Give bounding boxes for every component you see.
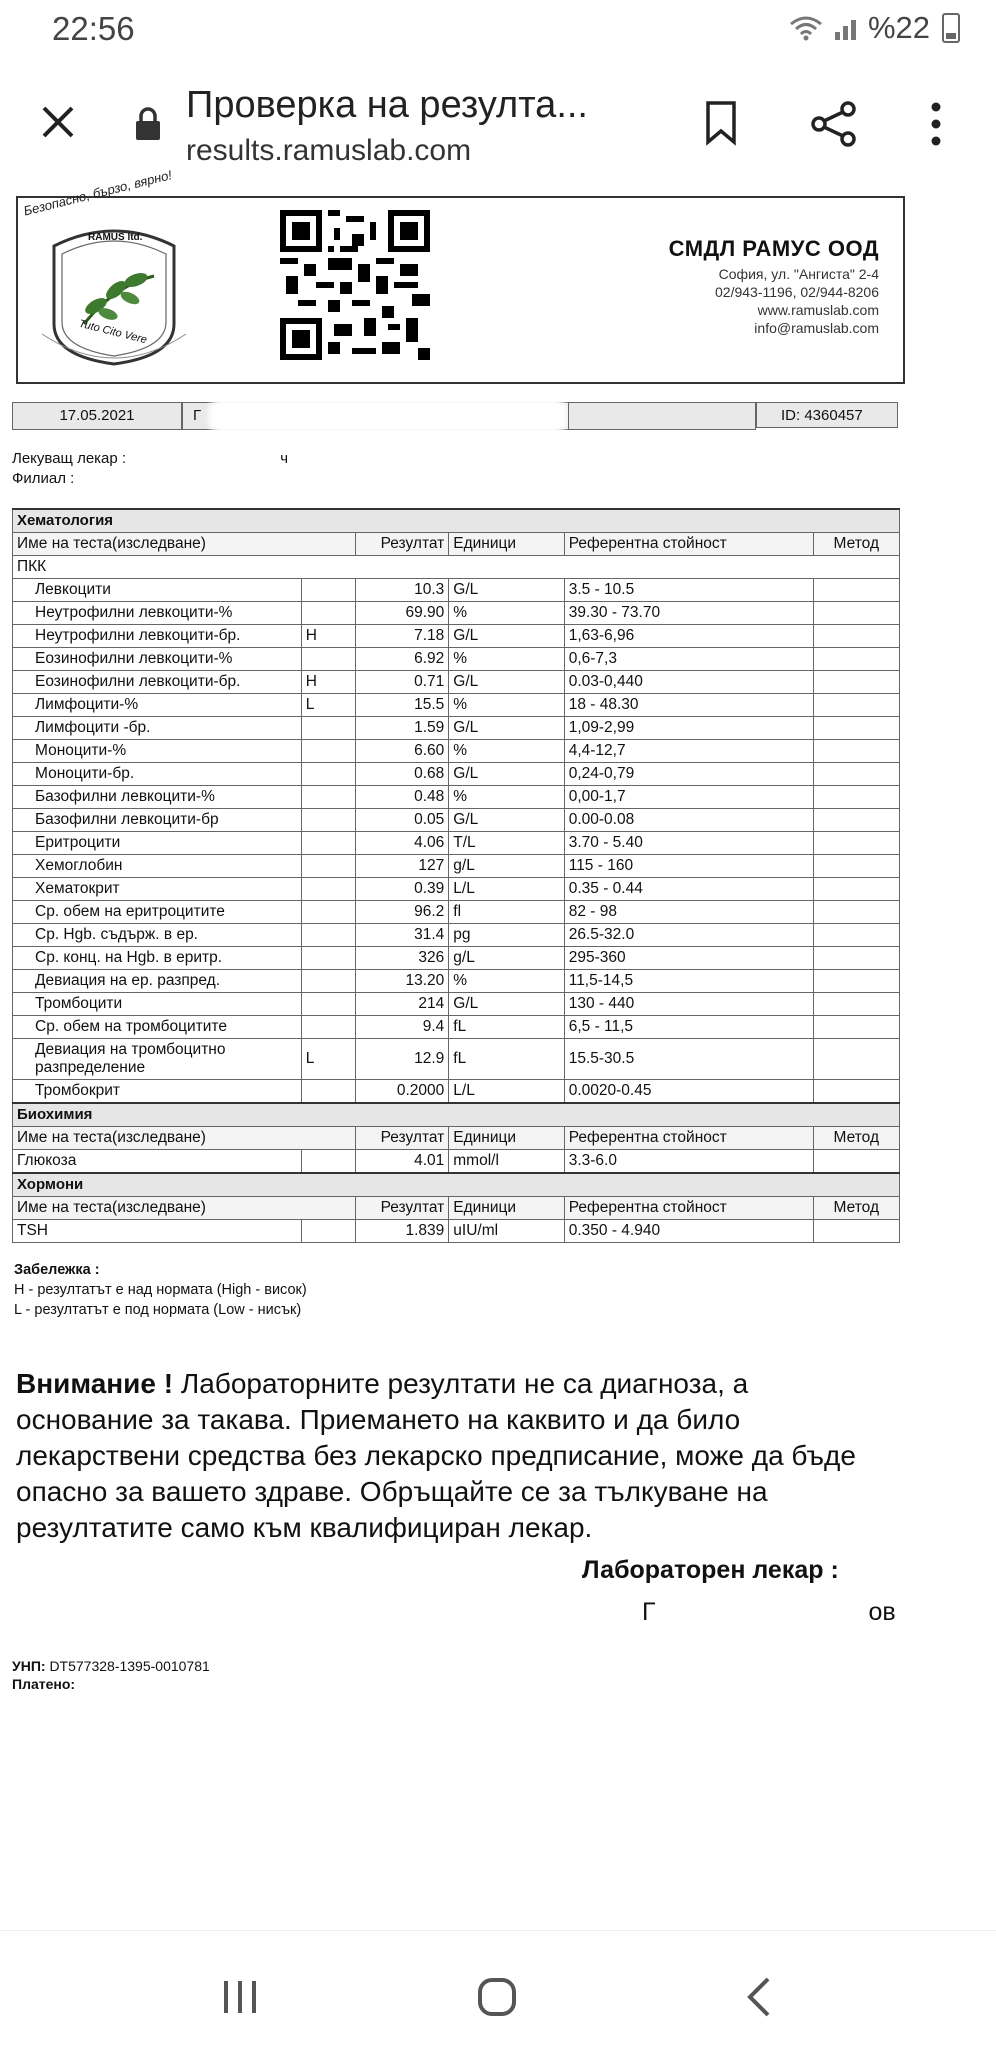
test-name: Лимфоцити-% <box>13 694 302 717</box>
logo-motto: Безопасно, бързо, вярно! <box>22 167 174 219</box>
test-name: Хемоглобин <box>13 855 302 878</box>
status-right <box>789 10 960 46</box>
test-name: Левкоцити <box>13 579 302 602</box>
result-value: 0.71 <box>355 671 448 694</box>
bookmark-icon[interactable] <box>704 100 738 146</box>
result-value: 0.05 <box>355 809 448 832</box>
result-unit: % <box>449 648 564 671</box>
test-name: Хематокрит <box>13 878 302 901</box>
warning-body: Лабораторните резултати не са диагноза, а основание за такава. Приемането на каквито и да било лекарствени средства без лекарско предписание, може да бъде опасно за вашето здраве. Обръщайте се за тълкуване на резултатите само към квалифициран лекар. <box>16 1368 856 1543</box>
result-value: 13.20 <box>355 970 448 993</box>
result-unit: mmol/l <box>449 1150 564 1174</box>
method-cell <box>813 809 899 832</box>
reference-range: 0,6-7,3 <box>564 648 813 671</box>
table-row <box>13 1039 900 1080</box>
result-unit: uIU/ml <box>449 1220 564 1243</box>
page-title: Проверка на резулта... <box>186 84 588 126</box>
reference-range: 0.03-0,440 <box>564 671 813 694</box>
reference-range: 3.70 - 5.40 <box>564 832 813 855</box>
test-name: Базофилни левкоцити-бр <box>13 809 302 832</box>
group-row <box>13 556 900 579</box>
col-unit: Единици <box>449 1197 564 1220</box>
home-icon[interactable] <box>477 1977 517 2017</box>
result-flag <box>301 1220 355 1243</box>
result-unit: % <box>449 694 564 717</box>
results-table <box>12 508 900 1243</box>
result-flag <box>301 809 355 832</box>
table-row <box>13 947 900 970</box>
result-flag <box>301 924 355 947</box>
result-unit: G/L <box>449 671 564 694</box>
result-value: 0.39 <box>355 878 448 901</box>
result-flag <box>301 740 355 763</box>
test-name: Ср. Hgb. съдърж. в ер. <box>13 924 302 947</box>
navigation-bar <box>0 1930 996 2049</box>
col-result: Резултат <box>355 1127 448 1150</box>
result-value: 96.2 <box>355 901 448 924</box>
method-cell <box>813 602 899 625</box>
method-cell <box>813 625 899 648</box>
test-name: Еозинофилни левкоцити-бр. <box>13 671 302 694</box>
col-ref: Референтна стойност <box>564 533 813 556</box>
table-row <box>13 1016 900 1039</box>
table-row <box>13 878 900 901</box>
reference-range: 0.350 - 4.940 <box>564 1220 813 1243</box>
treating-doctor-partial: ч <box>280 450 289 467</box>
method-cell <box>813 901 899 924</box>
status-time: 22:56 <box>52 10 135 47</box>
table-row <box>13 717 900 740</box>
reference-range: 39.30 - 73.70 <box>564 602 813 625</box>
method-cell <box>813 1039 899 1080</box>
table-row <box>13 648 900 671</box>
reference-range: 4,4-12,7 <box>564 740 813 763</box>
method-cell <box>813 855 899 878</box>
reference-range: 3.3-6.0 <box>564 1150 813 1174</box>
result-flag <box>301 901 355 924</box>
table-row <box>13 579 900 602</box>
result-unit: L/L <box>449 1080 564 1104</box>
result-unit: g/L <box>449 855 564 878</box>
result-flag <box>301 648 355 671</box>
reference-range: 18 - 48.30 <box>564 694 813 717</box>
reference-range: 295-360 <box>564 947 813 970</box>
method-cell <box>813 717 899 740</box>
test-name: Девиация на ер. разпред. <box>13 970 302 993</box>
treating-doctor <box>12 450 288 467</box>
method-cell <box>813 694 899 717</box>
signal-icon <box>835 16 856 40</box>
table-row <box>13 832 900 855</box>
result-unit: % <box>449 786 564 809</box>
notes-title: Забележка : <box>14 1262 100 1278</box>
result-flag <box>301 717 355 740</box>
lock-icon <box>134 106 162 142</box>
method-cell <box>813 993 899 1016</box>
result-flag <box>301 1150 355 1174</box>
result-unit: G/L <box>449 625 564 648</box>
test-name: Глюкоза <box>13 1150 302 1174</box>
result-value: 6.60 <box>355 740 448 763</box>
table-row <box>13 671 900 694</box>
method-cell <box>813 878 899 901</box>
result-unit: L/L <box>449 878 564 901</box>
close-icon[interactable] <box>38 102 78 142</box>
redaction <box>208 398 568 434</box>
reference-range: 0.35 - 0.44 <box>564 878 813 901</box>
col-unit: Единици <box>449 1127 564 1150</box>
result-flag <box>301 602 355 625</box>
result-unit: G/L <box>449 763 564 786</box>
result-unit: % <box>449 602 564 625</box>
lab-doctor-name <box>642 1598 896 1627</box>
recent-apps-icon[interactable] <box>220 1979 260 2015</box>
result-unit: % <box>449 970 564 993</box>
unp-line <box>12 1658 210 1674</box>
result-flag <box>301 763 355 786</box>
result-value: 1.59 <box>355 717 448 740</box>
patient-info-row <box>12 402 900 430</box>
result-flag: H <box>301 671 355 694</box>
result-flag <box>301 993 355 1016</box>
table-row <box>13 901 900 924</box>
spacer-cell <box>568 402 756 430</box>
reference-range: 0,00-1,7 <box>564 786 813 809</box>
lab-doctor-label: Лабораторен лекар : <box>582 1556 839 1584</box>
result-unit: pg <box>449 924 564 947</box>
wifi-icon <box>789 15 823 41</box>
result-value: 4.01 <box>355 1150 448 1174</box>
lab-doctor-name-start: Г <box>642 1598 656 1626</box>
col-name: Име на теста(изследване) <box>13 1127 356 1150</box>
result-unit: g/L <box>449 947 564 970</box>
col-result: Резултат <box>355 1197 448 1220</box>
reference-range: 130 - 440 <box>564 993 813 1016</box>
battery-percent: %22 <box>867 10 930 45</box>
result-flag: H <box>301 625 355 648</box>
table-row <box>13 1150 900 1174</box>
table-row <box>13 763 900 786</box>
result-flag <box>301 947 355 970</box>
result-unit: fL <box>449 1039 564 1080</box>
section-title: Хематология <box>13 509 900 533</box>
method-cell <box>813 970 899 993</box>
col-name: Име на теста(изследване) <box>13 533 356 556</box>
section-header <box>13 1173 900 1197</box>
result-flag <box>301 1016 355 1039</box>
reference-range: 26.5-32.0 <box>564 924 813 947</box>
method-cell <box>813 947 899 970</box>
section-title: Биохимия <box>13 1103 900 1127</box>
logo-brand: RAMUS ltd. <box>88 232 143 243</box>
result-value: 127 <box>355 855 448 878</box>
branch-label: Филиал : <box>12 470 75 487</box>
battery-icon <box>942 13 960 43</box>
table-row <box>13 924 900 947</box>
result-flag <box>301 855 355 878</box>
method-cell <box>813 924 899 947</box>
result-value: 0.68 <box>355 763 448 786</box>
page-url[interactable]: results.ramuslab.com <box>186 134 472 167</box>
reference-range: 0.0020-0.45 <box>564 1080 813 1104</box>
test-name: Ср. обем на еритроцитите <box>13 901 302 924</box>
lab-phones: 02/943-1196, 02/944-8206 <box>715 284 879 300</box>
treating-doctor-label: Лекуващ лекар : <box>12 450 127 467</box>
col-result: Резултат <box>355 533 448 556</box>
table-row <box>13 993 900 1016</box>
result-value: 31.4 <box>355 924 448 947</box>
section-title: Хормони <box>13 1173 900 1197</box>
group-name: ПКК <box>13 556 900 579</box>
reference-range: 115 - 160 <box>564 855 813 878</box>
col-method: Метод <box>813 1127 899 1150</box>
test-name: Ср. конц. на Hgb. в еритр. <box>13 947 302 970</box>
section-header <box>13 509 900 533</box>
result-unit: G/L <box>449 993 564 1016</box>
more-menu-icon[interactable] <box>930 102 942 146</box>
test-name: Еозинофилни левкоцити-% <box>13 648 302 671</box>
result-value: 69.90 <box>355 602 448 625</box>
result-flag <box>301 579 355 602</box>
result-value: 9.4 <box>355 1016 448 1039</box>
table-row <box>13 970 900 993</box>
result-value: 1.839 <box>355 1220 448 1243</box>
result-flag <box>301 878 355 901</box>
result-flag <box>301 1080 355 1104</box>
table-row <box>13 1080 900 1104</box>
patient-name-partial: Г <box>193 407 202 424</box>
note-low: L - резултатът е под нормата (Low - нисък) <box>14 1302 302 1318</box>
paid-label: Платено: <box>12 1676 76 1692</box>
reference-range: 1,63-6,96 <box>564 625 813 648</box>
method-cell <box>813 1220 899 1243</box>
result-flag: L <box>301 694 355 717</box>
document-header <box>16 167 905 384</box>
lab-doctor-name-end: ов <box>868 1598 896 1626</box>
browser-toolbar <box>0 62 996 180</box>
result-unit: G/L <box>449 717 564 740</box>
reference-range: 0,24-0,79 <box>564 763 813 786</box>
reference-range: 15.5-30.5 <box>564 1039 813 1080</box>
reference-range: 3.5 - 10.5 <box>564 579 813 602</box>
method-cell <box>813 1150 899 1174</box>
result-value: 214 <box>355 993 448 1016</box>
col-ref: Референтна стойност <box>564 1197 813 1220</box>
table-row <box>13 740 900 763</box>
method-cell <box>813 786 899 809</box>
reference-range: 1,09-2,99 <box>564 717 813 740</box>
test-name: Неутрофилни левкоцити-бр. <box>13 625 302 648</box>
test-name: Тромбокрит <box>13 1080 302 1104</box>
note-high: H - резултатът е над нормата (High - висок) <box>14 1282 307 1298</box>
table-row <box>13 625 900 648</box>
test-name: Базофилни левкоцити-% <box>13 786 302 809</box>
test-name: Еритроцити <box>13 832 302 855</box>
result-value: 10.3 <box>355 579 448 602</box>
warning-bold: Внимание ! <box>16 1368 174 1399</box>
report-id: ID: 4360457 <box>756 402 898 428</box>
unp-value: DT577328-1395-0010781 <box>49 1658 210 1674</box>
test-name: Девиация на тромбоцитно разпределение <box>13 1039 302 1080</box>
table-row <box>13 1220 900 1243</box>
result-value: 326 <box>355 947 448 970</box>
col-method: Метод <box>813 533 899 556</box>
lab-address: София, ул. "Ангиста" 2-4 <box>718 266 879 282</box>
warning-text <box>16 1366 876 1546</box>
section-header <box>13 1103 900 1127</box>
share-icon[interactable] <box>810 100 858 148</box>
status-bar <box>0 0 996 62</box>
result-flag <box>301 832 355 855</box>
column-header-row <box>13 1197 900 1220</box>
col-name: Име на теста(изследване) <box>13 1197 356 1220</box>
qr-code <box>280 210 430 360</box>
table-row <box>13 809 900 832</box>
method-cell <box>813 1016 899 1039</box>
method-cell <box>813 671 899 694</box>
column-header-row <box>13 1127 900 1150</box>
table-row <box>13 602 900 625</box>
back-icon[interactable] <box>744 1975 772 2019</box>
lab-website: www.ramuslab.com <box>757 302 879 318</box>
table-row <box>13 694 900 717</box>
test-name: Моноцити-бр. <box>13 763 302 786</box>
result-unit: fL <box>449 1016 564 1039</box>
result-unit: G/L <box>449 809 564 832</box>
col-unit: Единици <box>449 533 564 556</box>
col-method: Метод <box>813 1197 899 1220</box>
result-flag: L <box>301 1039 355 1080</box>
method-cell <box>813 648 899 671</box>
method-cell <box>813 740 899 763</box>
result-value: 6.92 <box>355 648 448 671</box>
method-cell <box>813 579 899 602</box>
result-value: 12.9 <box>355 1039 448 1080</box>
test-name: Лимфоцити -бр. <box>13 717 302 740</box>
method-cell <box>813 1080 899 1104</box>
result-flag <box>301 970 355 993</box>
lab-name: СМДЛ РАМУС ООД <box>668 236 879 261</box>
test-name: Ср. обем на тромбоцитите <box>13 1016 302 1039</box>
result-value: 7.18 <box>355 625 448 648</box>
test-name: Моноцити-% <box>13 740 302 763</box>
result-value: 4.06 <box>355 832 448 855</box>
table-row <box>13 786 900 809</box>
logo-latin: Tuto Cito Vere <box>77 317 149 347</box>
result-unit: T/L <box>449 832 564 855</box>
reference-range: 11,5-14,5 <box>564 970 813 993</box>
result-value: 0.48 <box>355 786 448 809</box>
method-cell <box>813 763 899 786</box>
report-date: 17.05.2021 <box>12 402 182 430</box>
reference-range: 6,5 - 11,5 <box>564 1016 813 1039</box>
result-value: 15.5 <box>355 694 448 717</box>
result-unit: fl <box>449 901 564 924</box>
col-ref: Референтна стойност <box>564 1127 813 1150</box>
column-header-row <box>13 533 900 556</box>
reference-range: 0.00-0.08 <box>564 809 813 832</box>
result-unit: G/L <box>449 579 564 602</box>
lab-email: info@ramuslab.com <box>754 320 879 336</box>
unp-label: УНП: <box>12 1658 46 1674</box>
result-value: 0.2000 <box>355 1080 448 1104</box>
test-name: TSH <box>13 1220 302 1243</box>
result-flag <box>301 786 355 809</box>
table-row <box>13 855 900 878</box>
reference-range: 82 - 98 <box>564 901 813 924</box>
result-unit: % <box>449 740 564 763</box>
test-name: Тромбоцити <box>13 993 302 1016</box>
method-cell <box>813 832 899 855</box>
test-name: Неутрофилни левкоцити-% <box>13 602 302 625</box>
